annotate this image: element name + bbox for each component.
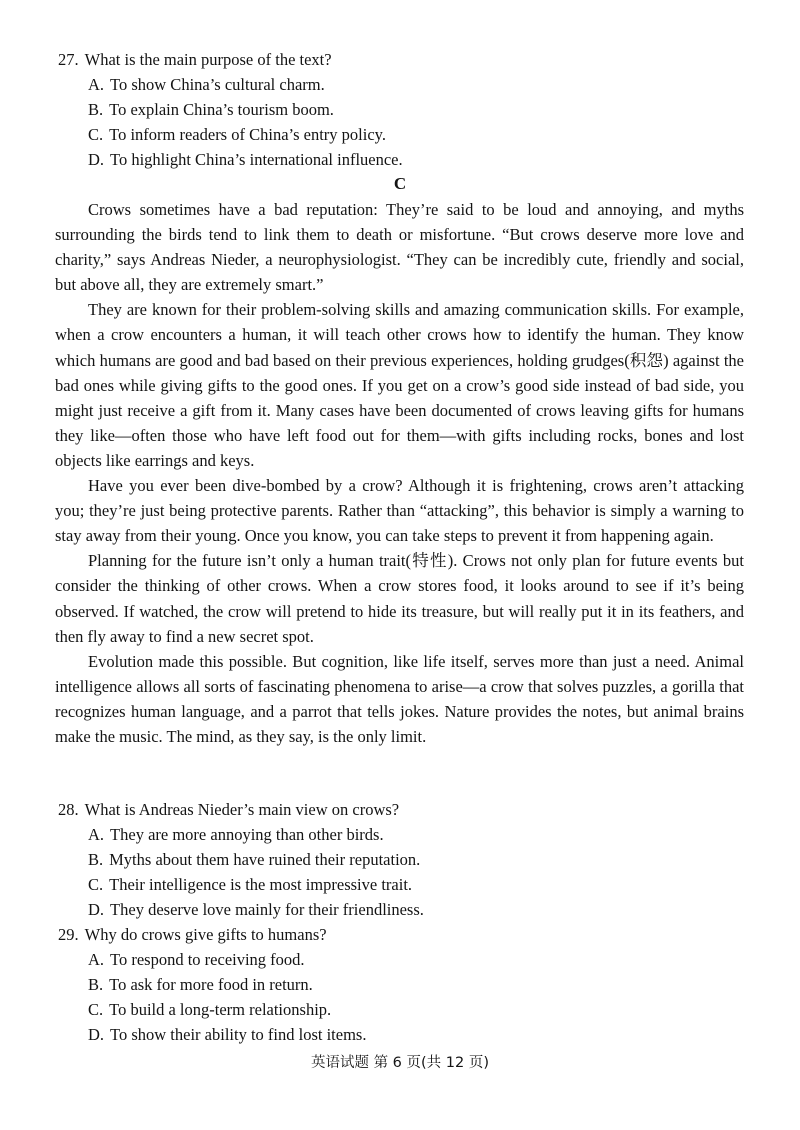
option-letter: A. xyxy=(88,75,105,94)
option-letter: C. xyxy=(88,1000,104,1019)
option-text: Their intelligence is the most impressive trait. xyxy=(109,875,413,894)
reading-passage xyxy=(55,197,744,749)
option-27-c xyxy=(88,122,386,147)
option-29-c xyxy=(88,997,331,1022)
question-29 xyxy=(58,922,327,947)
question-number: 28. xyxy=(58,800,79,819)
passage-paragraph: Crows sometimes have a bad reputation: They’re said to be loud and annoying, and myths surrounding the birds tend to link them to death or misfortune. “But crows deserve more love and charity,” says Andreas Nieder, a neurophysiologist. “They can be incredibly cute, friendly and social, but above all, they are extremely smart.” xyxy=(55,200,744,295)
option-28-d xyxy=(88,897,424,922)
option-text: To explain China’s tourism boom. xyxy=(109,100,334,119)
option-text: To show their ability to find lost items. xyxy=(110,1025,367,1044)
passage-paragraph: Evolution made this possible. But cognition, like life itself, serves more than just a need. Animal intelligence allows all sorts of fascinating phenomena to arise—a crow that solves puzzles, a gorilla that recognizes human language, and a parrot that tells jokes. Nature provides the notes, but animal brains make the music. The mind, as they say, is the only limit. xyxy=(55,651,744,746)
question-28 xyxy=(58,797,399,822)
section-heading: C xyxy=(393,174,407,193)
option-letter: B. xyxy=(88,100,104,119)
option-27-b xyxy=(88,97,334,122)
option-text: To ask for more food in return. xyxy=(109,975,313,994)
option-text: Myths about them have ruined their reputation. xyxy=(109,850,421,869)
passage-paragraph: Planning for the future isn’t only a human trait(特性). Crows not only plan for future events but consider the thinking of other crows. When a crow stores food, it looks around to see if it’s being observed. If watched, the crow will pretend to hide its treasure, but will really put it in its feathers, and then fly away to find a new secret spot. xyxy=(55,551,744,646)
question-number: 27. xyxy=(58,50,79,69)
option-text: To build a long-term relationship. xyxy=(109,1000,332,1019)
option-letter: C. xyxy=(88,125,104,144)
page-footer: 英语试题 第 6 页(共 12 页) xyxy=(310,1055,490,1071)
option-letter: A. xyxy=(88,825,105,844)
option-letter: A. xyxy=(88,950,105,969)
question-text: Why do crows give gifts to humans? xyxy=(84,925,327,944)
option-letter: D. xyxy=(88,1025,105,1044)
option-29-b xyxy=(88,972,313,997)
option-letter: B. xyxy=(88,850,104,869)
option-27-d xyxy=(88,147,403,172)
option-text: They deserve love mainly for their friendliness. xyxy=(110,900,424,919)
passage-paragraph: Have you ever been dive-bombed by a crow? Although it is frightening, crows aren’t attacking you; they’re just being protective parents. Rather than “attacking”, this behavior is simply a warning to stay away from their young. Once you know, you can take steps to prevent it from happening again. xyxy=(55,476,744,546)
option-text: To show China’s cultural charm. xyxy=(110,75,325,94)
option-text: To inform readers of China’s entry policy. xyxy=(109,125,386,144)
question-text: What is Andreas Nieder’s main view on crows? xyxy=(84,800,400,819)
option-letter: C. xyxy=(88,875,104,894)
question-number: 29. xyxy=(58,925,79,944)
option-28-a xyxy=(88,822,384,847)
option-text: To highlight China’s international influence. xyxy=(110,150,403,169)
option-text: They are more annoying than other birds. xyxy=(110,825,384,844)
question-27 xyxy=(58,47,332,72)
option-letter: D. xyxy=(88,900,105,919)
option-28-c xyxy=(88,872,412,897)
option-letter: D. xyxy=(88,150,105,169)
option-letter: B. xyxy=(88,975,104,994)
option-text: To respond to receiving food. xyxy=(110,950,305,969)
passage-paragraph: They are known for their problem-solving skills and amazing communication skills. For example, when a crow encounters a human, it will teach other crows how to identify the human. They know which humans are good and bad based on their previous experiences, holding grudges(积怨) against the bad ones while giving gifts to the good ones. If you get on a crow’s good side instead of bad side, you might just receive a gift from it. Many cases have been documented of crows leaving gifts for humans they like—often those who have left food out for them—with gifts including rocks, bones and lost objects like earrings and keys. xyxy=(55,300,744,470)
option-27-a xyxy=(88,72,325,97)
question-text: What is the main purpose of the text? xyxy=(84,50,332,69)
option-28-b xyxy=(88,847,420,872)
option-29-a xyxy=(88,947,305,972)
option-29-d xyxy=(88,1022,366,1047)
